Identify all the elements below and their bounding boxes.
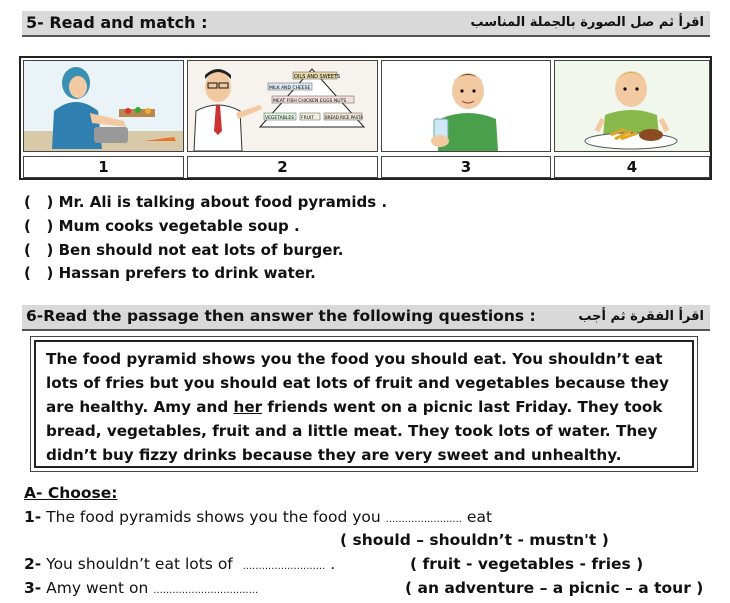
section-5-header: [22, 11, 710, 37]
underlined-word: her: [233, 398, 263, 416]
question-text: The food pyramids shows you the food you: [46, 508, 381, 526]
answer-blank[interactable]: .................................: [153, 585, 259, 596]
picture-2: [187, 60, 378, 152]
part-a-title: A- Choose:: [24, 484, 118, 502]
question-3-options: ( an adventure – a picnic – a tour ): [405, 579, 704, 597]
match-sentence-3: [24, 241, 343, 259]
question-text: You shouldn’t eat lots of: [46, 555, 233, 573]
section-5-title: 5- Read and match :: [26, 13, 208, 32]
teacher-food-pyramid-illustration: [188, 61, 377, 151]
question-3: [24, 579, 258, 597]
passage-line-5: didn’t buy fizzy drinks because they are very sweet and unhealthy.: [46, 446, 622, 464]
section-6-title: 6-Read the passage then answer the following questions :: [26, 307, 536, 325]
pyramid-label-oils: OILS AND SWEETS: [294, 74, 341, 80]
mum-cooking-illustration: [24, 61, 183, 151]
picture-number-4: 4: [554, 156, 710, 178]
question-number: 2-: [24, 555, 42, 573]
picture-table: [19, 56, 712, 180]
section-6-header: [22, 305, 710, 331]
match-answer-box-close: ): [46, 264, 54, 282]
question-text-end: .: [330, 555, 336, 573]
pyramid-label-meat: MEAT FISH CHICKEN EGGS NUTS: [273, 99, 347, 104]
pyramid-label-fruit: FRUIT: [301, 116, 315, 121]
section-6-arabic-instruction: اقرأ الفقرة ثم أجب: [578, 309, 704, 324]
passage-line-2: lots of fries but you should eat lots of fruit and vegetables because they: [46, 374, 669, 392]
match-sentence-1: [24, 193, 387, 211]
sentence-text: Hassan prefers to drink water.: [58, 264, 316, 282]
pyramid-label-vegetables: VEGETABLES: [265, 116, 295, 121]
boy-eating-burger-illustration: [555, 61, 709, 151]
picture-4: [554, 60, 710, 152]
match-answer-box-close: ): [46, 217, 54, 235]
picture-number-1: 1: [23, 156, 184, 178]
sentence-text: Mum cooks vegetable soup .: [58, 217, 300, 235]
sentence-text: Mr. Ali is talking about food pyramids .: [58, 193, 388, 211]
picture-1: [23, 60, 184, 152]
pyramid-label-bread: BREAD RICE PASTA: [325, 115, 363, 120]
question-2: [24, 555, 335, 573]
question-number: 1-: [24, 508, 42, 526]
match-answer-box[interactable]: (: [24, 241, 31, 259]
passage-line-4: bread, vegetables, fruit and a little meat. They took lots of water. They: [46, 422, 658, 440]
match-answer-box[interactable]: (: [24, 217, 31, 235]
passage-line-3: are healthy. Amy and her friends went on a picnic last Friday. They took: [46, 398, 663, 416]
question-1-options: ( should – shouldn’t - mustn't ): [340, 531, 609, 549]
match-answer-box-close: ): [46, 193, 54, 211]
match-sentence-4: [24, 264, 316, 282]
sentence-text: Ben should not eat lots of burger.: [58, 241, 344, 259]
question-number: 3-: [24, 579, 42, 597]
pyramid-label-milk: MILK AND CHEESE: [269, 86, 311, 91]
answer-blank[interactable]: ........................: [385, 514, 462, 525]
question-text: Amy went on: [46, 579, 149, 597]
match-sentence-2: [24, 217, 300, 235]
answer-blank[interactable]: ..........................: [242, 561, 326, 572]
question-text-end: eat: [466, 508, 493, 526]
picture-3: [381, 60, 551, 152]
question-2-options: ( fruit - vegetables - fries ): [410, 555, 644, 573]
question-1: [24, 508, 492, 526]
match-answer-box-close: ): [46, 241, 54, 259]
section-5-arabic-instruction: اقرأ ثم صل الصورة بالجملة المناسب: [470, 15, 704, 30]
picture-number-3: 3: [381, 156, 551, 178]
reading-passage: [34, 340, 694, 468]
match-answer-box[interactable]: (: [24, 264, 31, 282]
picture-number-2: 2: [187, 156, 378, 178]
match-answer-box[interactable]: (: [24, 193, 31, 211]
passage-line-1: The food pyramid shows you the food you should eat. You shouldn’t eat: [46, 350, 663, 368]
boy-drinking-water-illustration: [382, 61, 550, 151]
